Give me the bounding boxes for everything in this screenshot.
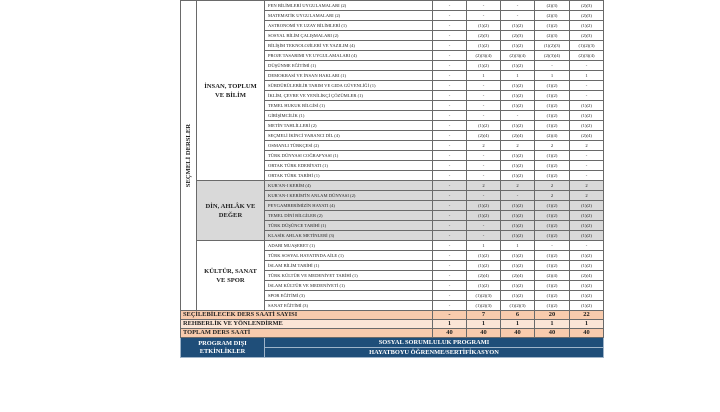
cell: (1)(2): [501, 161, 535, 171]
cell: (1)(2)(3): [570, 41, 604, 51]
cell: -: [570, 151, 604, 161]
cell: -: [433, 221, 467, 231]
cell: (1)(2): [535, 261, 570, 271]
cell: 2: [467, 141, 501, 151]
category-label: KÜLTÜR, SANAT VE SPOR: [197, 241, 265, 311]
cell: -: [433, 241, 467, 251]
cell: 2: [570, 181, 604, 191]
cell: (1)(2): [535, 201, 570, 211]
cell: -: [433, 111, 467, 121]
cell: (1)(2): [570, 301, 604, 311]
cell: (1)(2): [570, 101, 604, 111]
lesson-name: TEMEL DİNİ BİLGİLER (2): [265, 211, 433, 221]
cell: -: [467, 171, 501, 181]
cell: (1)(2): [570, 231, 604, 241]
cell: (2)(4): [535, 271, 570, 281]
lesson-name: TÜRK SOSYAL HAYATINDA AİLE (1): [265, 251, 433, 261]
cell: (1)(2): [467, 121, 501, 131]
cell: (1)(2): [501, 21, 535, 31]
lesson-name: ADABI MUAŞERET (1): [265, 241, 433, 251]
summary-cell: 7: [467, 311, 501, 320]
cell: (1)(2): [467, 251, 501, 261]
cell: -: [433, 121, 467, 131]
cell: -: [433, 271, 467, 281]
summary-cell: 20: [535, 311, 570, 320]
cell: (1)(2): [501, 41, 535, 51]
curriculum-table: [180, 0, 604, 358]
cell: (1)(2): [501, 151, 535, 161]
table-row: [181, 1, 604, 11]
lesson-name: BİLİŞİM TEKNOLOJİLERİ VE YAZILIM (4): [265, 41, 433, 51]
cell: (1)(2): [570, 281, 604, 291]
cell: 2: [467, 181, 501, 191]
lesson-name: SANAT EĞİTİMİ (3): [265, 301, 433, 311]
cell: (1)(2)(3): [467, 301, 501, 311]
cell: -: [570, 241, 604, 251]
summary-row-selectable-hours: [181, 311, 604, 320]
cell: (1)(2): [501, 231, 535, 241]
cell: -: [433, 191, 467, 201]
cell: -: [433, 141, 467, 151]
cell: (1)(2): [501, 201, 535, 211]
cell: 1: [501, 241, 535, 251]
summary-cell: -: [433, 311, 467, 320]
cell: (1)(2): [570, 251, 604, 261]
cell: -: [467, 111, 501, 121]
lesson-name: SÜRDÜRÜLEBİLİR TARIM VE GIDA GÜVENLİĞİ (1): [265, 81, 433, 91]
cell: -: [433, 1, 467, 11]
summary-cell: 1: [467, 320, 501, 329]
cell: (1)(2): [570, 221, 604, 231]
cell: (2)(3): [467, 31, 501, 41]
table-row: [181, 241, 604, 251]
cell: (2)(4): [501, 131, 535, 141]
cell: (2)(3): [535, 1, 570, 11]
cell: -: [535, 61, 570, 71]
cell: -: [570, 91, 604, 101]
summary-cell: 1: [501, 320, 535, 329]
cell: -: [433, 81, 467, 91]
cell: (1)(2): [570, 201, 604, 211]
cell: (1)(2): [467, 41, 501, 51]
cell: (2)(3)(4): [570, 51, 604, 61]
cell: (2)(3): [570, 1, 604, 11]
category-label: İNSAN, TOPLUM VE BİLİM: [197, 1, 265, 181]
cell: -: [467, 221, 501, 231]
cell: -: [501, 111, 535, 121]
lesson-name: İKLİM, ÇEVRE VE YENİLİKÇİ ÇÖZÜMLER (1): [265, 91, 433, 101]
category-label: DİN, AHLÂK VE DEĞER: [197, 181, 265, 241]
summary-cell: 1: [570, 320, 604, 329]
cell: -: [501, 11, 535, 21]
lesson-name: FEN BİLİMLERİ UYGULAMALARI (2): [265, 1, 433, 11]
cell: (1)(2): [570, 291, 604, 301]
summary-row-total-hours: [181, 329, 604, 338]
cell: -: [501, 1, 535, 11]
cell: -: [433, 261, 467, 271]
cell: (1)(2): [501, 251, 535, 261]
cell: (1)(2): [501, 101, 535, 111]
program-disi-line-1: SOSYAL SORUMLULUK PROGRAMI: [265, 338, 604, 348]
cell: (2)(3): [570, 11, 604, 21]
cell: (1)(2): [570, 21, 604, 31]
cell: -: [467, 191, 501, 201]
cell: -: [433, 291, 467, 301]
summary-row-guidance: [181, 320, 604, 329]
cell: -: [433, 301, 467, 311]
cell: -: [433, 211, 467, 221]
cell: -: [433, 251, 467, 261]
cell: -: [467, 81, 501, 91]
cell: -: [570, 61, 604, 71]
cell: (2)(4): [535, 131, 570, 141]
cell: (1)(2): [535, 21, 570, 31]
lesson-name: SOSYAL BİLİM ÇALIŞMALARI (2): [265, 31, 433, 41]
lesson-name: ASTRONOMİ VE UZAY BİLİMLERİ (1): [265, 21, 433, 31]
lesson-name: KUR'AN-I KERİM (4): [265, 181, 433, 191]
cell: -: [433, 171, 467, 181]
cell: (1)(2): [501, 281, 535, 291]
lesson-name: MATEMATİK UYGULAMALARI (2): [265, 11, 433, 21]
cell: -: [433, 131, 467, 141]
section-label-cell: [181, 1, 197, 311]
cell: (1)(2): [535, 291, 570, 301]
lesson-name: GİRİŞİMCİLİK (1): [265, 111, 433, 121]
cell: 1: [467, 71, 501, 81]
cell: -: [433, 101, 467, 111]
program-disi-line-2: HAYATBOYU ÖĞRENME/SERTİFİKASYON: [265, 348, 604, 358]
cell: -: [433, 41, 467, 51]
cell: (2)(4): [467, 271, 501, 281]
cell: -: [570, 161, 604, 171]
cell: -: [433, 91, 467, 101]
summary-cell: 22: [570, 311, 604, 320]
lesson-name: PROJE TASARIMI VE UYGULAMALARI (4): [265, 51, 433, 61]
cell: (1)(2): [535, 161, 570, 171]
cell: 1: [570, 71, 604, 81]
cell: (1)(2): [501, 121, 535, 131]
cell: (1)(2): [501, 91, 535, 101]
section-label: SEÇMELİ DERSLER: [185, 123, 192, 188]
lesson-name: TÜRK KÜLTÜR VE MEDENİYET TARİHİ (1): [265, 271, 433, 281]
cell: -: [467, 231, 501, 241]
lesson-name: METİN TAHLİLLERİ (2): [265, 121, 433, 131]
table-row: [181, 181, 604, 191]
cell: 1: [467, 241, 501, 251]
cell: -: [433, 181, 467, 191]
cell: (1)(2): [535, 301, 570, 311]
cell: (1)(2): [570, 111, 604, 121]
cell: (1)(2)(3): [501, 301, 535, 311]
cell: 2: [535, 191, 570, 201]
cell: -: [467, 91, 501, 101]
summary-cell: 1: [535, 320, 570, 329]
cell: (1)(2): [535, 81, 570, 91]
lesson-name: TÜRK DÜNYASI COĞRAFYASI (1): [265, 151, 433, 161]
lesson-name: DEMOKRASİ VE İNSAN HAKLARI (1): [265, 71, 433, 81]
cell: (1)(2): [535, 101, 570, 111]
cell: (1)(2): [570, 211, 604, 221]
cell: (2)(3)(4): [467, 51, 501, 61]
cell: (1)(2): [467, 261, 501, 271]
cell: (1)(2): [467, 61, 501, 71]
cell: -: [535, 241, 570, 251]
cell: (2)(3): [535, 31, 570, 41]
summary-cell: 40: [570, 329, 604, 338]
summary-cell: 40: [501, 329, 535, 338]
cell: (2)(3): [535, 11, 570, 21]
summary-label: REHBERLİK VE YÖNLENDİRME: [181, 320, 433, 329]
cell: (1)(2): [535, 231, 570, 241]
cell: (1)(2): [501, 211, 535, 221]
cell: -: [467, 1, 501, 11]
cell: 1: [535, 71, 570, 81]
lesson-name: TEMEL HUKUK BİLGİSİ (1): [265, 101, 433, 111]
cell: (1)(2): [535, 91, 570, 101]
lesson-name: PEYGAMBERİMİZİN HAYATI (4): [265, 201, 433, 211]
summary-label: TOPLAM DERS SAATİ: [181, 329, 433, 338]
cell: (1)(2): [501, 171, 535, 181]
cell: (1)(2): [467, 281, 501, 291]
cell: -: [467, 161, 501, 171]
cell: -: [467, 101, 501, 111]
cell: -: [467, 11, 501, 21]
cell: (2)(4): [501, 271, 535, 281]
summary-label: SEÇİLEBİLECEK DERS SAATİ SAYISI: [181, 311, 433, 320]
cell: -: [433, 151, 467, 161]
cell: (1)(2): [467, 21, 501, 31]
lesson-name: KUR'AN-I KERİM'İN ANLAM DÜNYASI (2): [265, 191, 433, 201]
cell: (1)(2): [501, 81, 535, 91]
lesson-name: ORTAK TÜRK EDEBİYATI (1): [265, 161, 433, 171]
cell: -: [433, 161, 467, 171]
cell: (2)(4): [467, 131, 501, 141]
cell: -: [501, 191, 535, 201]
cell: (1)(2)(3): [467, 291, 501, 301]
cell: (1)(2): [501, 261, 535, 271]
cell: (1)(2): [535, 151, 570, 161]
cell: 2: [570, 191, 604, 201]
lesson-name: İSLAM BİLİM TARİHİ (1): [265, 261, 433, 271]
cell: -: [433, 21, 467, 31]
cell: (1)(2)(3): [535, 41, 570, 51]
cell: (2)(3): [501, 31, 535, 41]
cell: -: [467, 151, 501, 161]
cell: 2: [501, 141, 535, 151]
summary-cell: 40: [433, 329, 467, 338]
lesson-name: OSMANLI TÜRKÇESİ (2): [265, 141, 433, 151]
lesson-name: ORTAK TÜRK TARİHİ (1): [265, 171, 433, 181]
cell: -: [433, 201, 467, 211]
cell: (2)(3)(4): [501, 51, 535, 61]
cell: (1)(2): [535, 221, 570, 231]
cell: (2)(4): [570, 271, 604, 281]
cell: -: [433, 71, 467, 81]
program-disi-label: PROGRAM DIŞI ETKİNLİKLER: [181, 338, 265, 358]
cell: 1: [501, 71, 535, 81]
cell: (1)(2): [570, 261, 604, 271]
cell: (1)(2): [501, 61, 535, 71]
cell: -: [570, 81, 604, 91]
cell: (2)(3): [570, 31, 604, 41]
cell: 2: [535, 181, 570, 191]
cell: -: [433, 31, 467, 41]
summary-cell: 40: [535, 329, 570, 338]
cell: (1)(2): [535, 121, 570, 131]
summary-cell: 6: [501, 311, 535, 320]
lesson-name: DÜŞÜNME EĞİTİMİ (1): [265, 61, 433, 71]
cell: (1)(2): [570, 121, 604, 131]
cell: -: [433, 61, 467, 71]
cell: (1)(2): [535, 111, 570, 121]
curriculum-table-sheet: [180, 0, 603, 412]
cell: -: [570, 171, 604, 181]
cell: 2: [570, 141, 604, 151]
lesson-name: SPOR EĞİTİMİ (3): [265, 291, 433, 301]
cell: (1)(2): [467, 211, 501, 221]
lesson-name: İSLAM KÜLTÜR VE MEDENİYETİ (1): [265, 281, 433, 291]
cell: 2: [535, 141, 570, 151]
cell: (1)(2): [535, 281, 570, 291]
cell: (1)(2): [467, 201, 501, 211]
program-disi-row: [181, 338, 604, 348]
summary-cell: 1: [433, 320, 467, 329]
cell: (1)(2): [535, 211, 570, 221]
lesson-name: TÜRK DÜŞÜNCE TARİHİ (1): [265, 221, 433, 231]
lesson-name: KLASİK AHLAK METİNLERİ (3): [265, 231, 433, 241]
cell: (1)(2): [501, 221, 535, 231]
cell: (1)(2): [535, 171, 570, 181]
cell: -: [433, 11, 467, 21]
summary-cell: 40: [467, 329, 501, 338]
cell: -: [433, 281, 467, 291]
cell: (2)(3)(4): [535, 51, 570, 61]
cell: (1)(2): [535, 251, 570, 261]
cell: -: [433, 231, 467, 241]
cell: (2)(4): [570, 131, 604, 141]
lesson-name: SEÇMELİ İKİNCİ YABANCI DİL (4): [265, 131, 433, 141]
cell: -: [433, 51, 467, 61]
cell: 2: [501, 181, 535, 191]
cell: (1)(2): [501, 291, 535, 301]
